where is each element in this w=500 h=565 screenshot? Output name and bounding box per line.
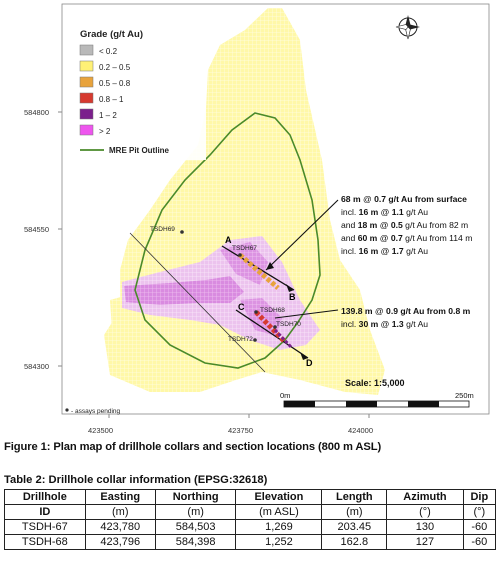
table-row (5, 535, 496, 550)
easting-label-2: 423750 (228, 426, 254, 435)
section-point-a: A (225, 235, 232, 245)
header-northing: Northing (155, 490, 236, 505)
table-cell: 130 (387, 520, 463, 535)
table-cell: -60 (463, 520, 495, 535)
header-elevation: Elevation (236, 490, 322, 505)
unit-length: (m) (322, 505, 387, 520)
svg-text:incl. 16 m @ 1.1 g/t Au: incl. 16 m @ 1.1 g/t Au (341, 207, 429, 217)
section-point-c: C (238, 302, 245, 312)
easting-label-3: 424000 (348, 426, 374, 435)
scale-bar (284, 401, 469, 407)
table-row (5, 520, 496, 535)
legend-label-4: 1 – 2 (99, 111, 117, 120)
unit-azimuth: (°) (387, 505, 463, 520)
easting-label-1: 423500 (88, 426, 114, 435)
table-cell: 423,780 (85, 520, 155, 535)
unit-elevation: (m ASL) (236, 505, 322, 520)
figure-caption: Figure 1: Plan map of drillhole collars and section locations (800 m ASL) (4, 441, 382, 453)
table-cell: TSDH-68 (5, 535, 86, 550)
hole-label-tsdh70: TSDH70 (276, 321, 301, 328)
legend-label-5: > 2 (99, 127, 111, 136)
legend-label-0: < 0.2 (99, 47, 118, 56)
svg-text:incl. 30 m @ 1.3 g/t Au: incl. 30 m @ 1.3 g/t Au (341, 319, 429, 329)
section-point-d: D (306, 358, 313, 368)
assays-pending-marker (65, 408, 68, 411)
table-cell: 1,252 (236, 535, 322, 550)
legend-pit-label: MRE Pit Outline (109, 146, 169, 155)
hole-label-tsdh69: TSDH69 (150, 226, 175, 233)
svg-text:139.8 m @ 0.9 g/t Au from 0.8: 139.8 m @ 0.9 g/t Au from 0.8 m (341, 306, 471, 316)
assays-pending-note: - assays pending (71, 408, 121, 415)
section-point-b: B (289, 292, 296, 302)
legend-label-2: 0.5 – 0.8 (99, 79, 131, 88)
unit-easting: (m) (85, 505, 155, 520)
legend-swatch-1 (80, 61, 93, 71)
scale-end-label: 250m (455, 391, 474, 400)
legend-title: Grade (g/t Au) (80, 29, 143, 40)
table-cell: 127 (387, 535, 463, 550)
legend-swatch-2 (80, 77, 93, 87)
table-cell: 1,269 (236, 520, 322, 535)
legend-swatch-4 (80, 109, 93, 119)
svg-text:68 m @ 0.7 g/t Au from surface: 68 m @ 0.7 g/t Au from surface (341, 194, 467, 204)
table-title: Table 2: Drillhole collar information (EPSG:32618) (4, 474, 268, 486)
unit-northing: (m) (155, 505, 236, 520)
svg-text:and 60 m @ 0.7 g/t Au from 114: and 60 m @ 0.7 g/t Au from 114 m (341, 233, 473, 243)
legend-swatch-5 (80, 125, 93, 135)
legend (66, 18, 206, 160)
header-easting: Easting (85, 490, 155, 505)
header-length: Length (322, 490, 387, 505)
table-units-row (5, 505, 496, 520)
northing-label-2: 584550 (24, 225, 50, 234)
table-cell: 584,398 (155, 535, 236, 550)
table-header-row (5, 490, 496, 505)
unit-dip: (°) (463, 505, 495, 520)
northing-label-3: 584300 (24, 362, 50, 371)
legend-label-1: 0.2 – 0.5 (99, 63, 131, 72)
svg-text:and 18 m @ 0.5 g/t Au from 82: and 18 m @ 0.5 g/t Au from 82 m (341, 220, 469, 230)
header-drillhole: Drillhole (5, 490, 86, 505)
legend-swatch-0 (80, 45, 93, 55)
hole-label-tsdh67: TSDH67 (232, 245, 257, 252)
table-cell: -60 (463, 535, 495, 550)
scale-start-label: 0m (280, 391, 291, 400)
table-cell: 203.45 (322, 520, 387, 535)
table-cell: TSDH-67 (5, 520, 86, 535)
scale-text: Scale: 1:5,000 (345, 378, 405, 388)
legend-label-3: 0.8 – 1 (99, 95, 124, 104)
legend-swatch-3 (80, 93, 93, 103)
header-azimuth: Azimuth (387, 490, 463, 505)
table-cell: 162.8 (322, 535, 387, 550)
collar-table (4, 489, 496, 550)
header-dip: Dip (463, 490, 495, 505)
hole-label-tsdh68: TSDH68 (260, 307, 285, 314)
unit-id: ID (5, 505, 86, 520)
hole-label-tsdh72: TSDH72 (228, 336, 253, 343)
table-cell: 584,503 (155, 520, 236, 535)
table-cell: 423,796 (85, 535, 155, 550)
northing-label-1: 584800 (24, 108, 50, 117)
svg-text:incl. 16 m @ 1.7 g/t Au: incl. 16 m @ 1.7 g/t Au (341, 246, 429, 256)
